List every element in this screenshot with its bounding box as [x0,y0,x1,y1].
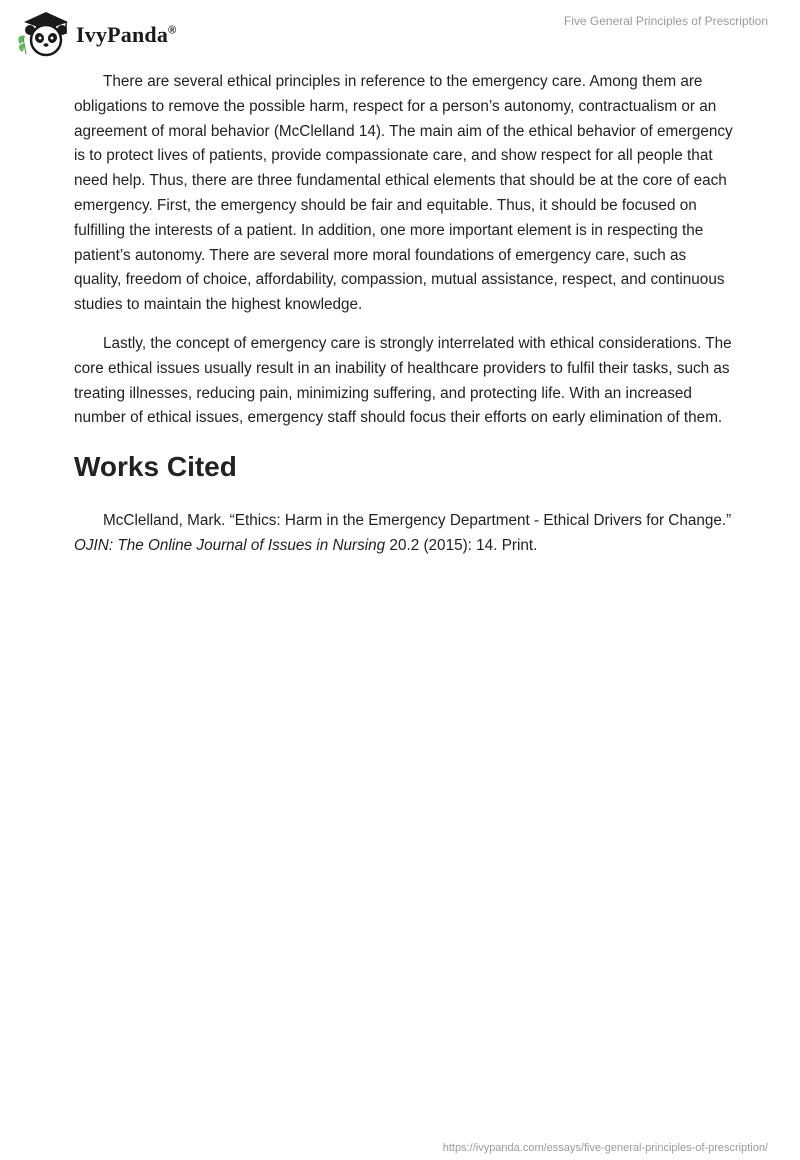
citation-details: 20.2 (2015): 14. Print. [385,536,538,554]
citation-entry [74,509,734,559]
brand-logo[interactable] [14,8,176,58]
essay-content [74,70,734,573]
body-paragraph: Lastly, the concept of emergency care is strongly interrelated with ethical considerations. The core ethical issues usually result in an inability of healthcare providers to fulfil their tasks, such as treating illnesses, reducing pain, minimizing suffering, and protecting life. With an increased number of ethical issues, emergency staff should focus their efforts on early elimination of them. [74,334,732,427]
footer-url[interactable]: https://ivypanda.com/essays/five-general-principles-of-prescription/ [442,1142,768,1154]
citation-journal: OJIN: The Online Journal of Issues in Nursing [74,536,386,554]
body-paragraph: There are several ethical principles in reference to the emergency care. Among them are obligations to remove the possible harm, respect for a person’s autonomy, contractualism or an agreement of moral behavior (McClelland 14). The main aim of the ethical behavior of emergency is to protect lives of patients, provide compassionate care, and show respect for all people that need help. Thus, there are three fundamental ethical elements that should be at the core of each emergency. First, the emergency should be fair and equitable. Thus, it should be focused on fulfilling the interests of a patient. In addition, one more important element is in respecting the patient’s autonomy. There are several more moral foundations of emergency care, such as quality, freedom of choice, affordability, compassion, mutual assistance, respect, and continuous studies to maintain the highest knowledge. [74,73,733,314]
works-cited-heading: Works Cited [74,451,237,483]
document-title: Five General Principles of Prescription [563,14,768,28]
registered-mark: ® [168,24,177,37]
panda-graduate-icon [14,8,74,58]
page-header [0,0,800,60]
brand-name: IvyPanda® [76,22,177,47]
citation-author-title: McClelland, Mark. “Ethics: Harm in the Emergency Department - Ethical Drivers for Change.” [103,512,732,530]
